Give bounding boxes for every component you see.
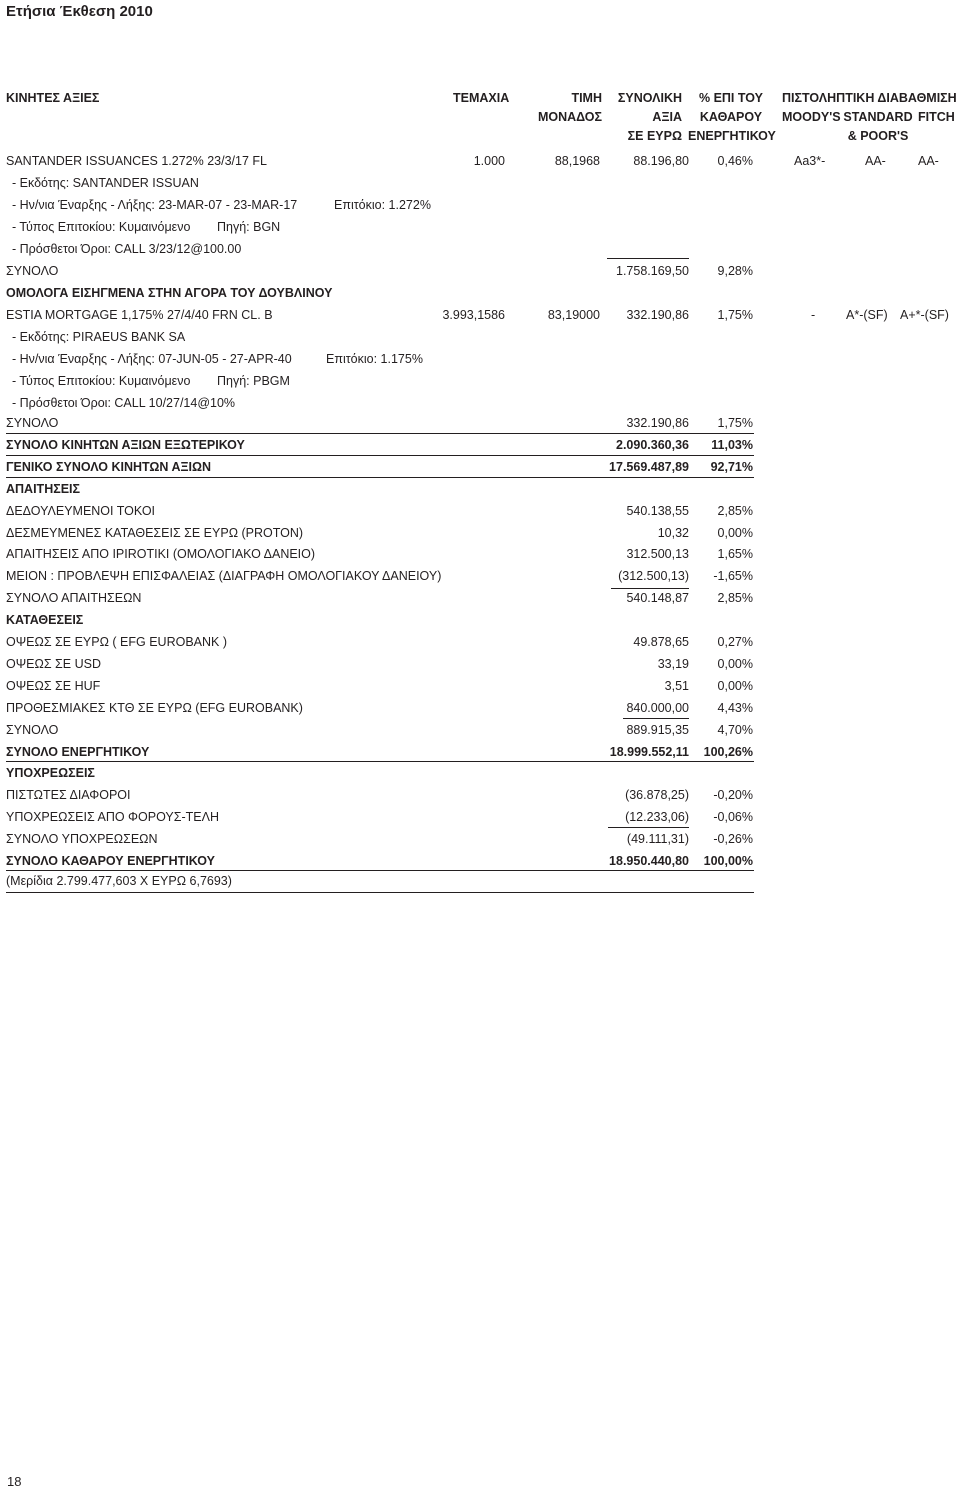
summary-row-pct: 2,85% [717,504,753,518]
summary-row-value: 2.090.360,36 [616,438,689,452]
security-name-santander: SANTANDER ISSUANCES 1.272% 23/3/17 FL [6,154,267,168]
summary-row-value: 540.148,87 [626,591,689,605]
column-header-fitch: FITCH [918,110,955,124]
security-name-estia: ESTIA MORTGAGE 1,175% 27/4/40 FRN CL. B [6,308,273,322]
summary-row-pct: 0,00% [717,679,753,693]
estia-dates: - Ην/νια Έναρξης - Λήξης: 07-JUN-05 - 27-APR-40 [12,352,292,366]
summary-row-label: ΟΨΕΩΣ ΣΕ USD [6,657,101,671]
summary-row-value: 840.000,00 [626,701,689,715]
summary-row-value: 540.138,55 [626,504,689,518]
summary-row-label: ΟΨΕΩΣ ΣΕ HUF [6,679,101,693]
summary-row-pct: -0,26% [713,832,753,846]
santander-terms: - Πρόσθετοι Όροι: CALL 3/23/12@100.00 [12,242,242,256]
rule-total-line [6,870,754,871]
estia-issuer: - Εκδότης: PIRAEUS BANK SA [12,330,186,344]
summary-row-label: ΜΕΙΟΝ : ΠΡΟΒΛΕΨΗ ΕΠΙΣΦΑΛΕΙΑΣ (ΔΙΑΓΡΑΦΗ ΟΜΟΛΟΓΙΑΚΟΥ ΔΑΝΕΙΟΥ) [6,569,442,583]
subtotal-pct: 9,28% [717,264,753,278]
santander-pct: 0,46% [717,154,753,168]
column-header-sp-line2: & POOR'S [847,129,909,143]
summary-row-label: ΣΥΝΟΛΟ [6,723,59,737]
rule-total-line [6,892,754,893]
summary-row-value: 17.569.487,89 [609,460,689,474]
column-header-moodys: MOODY'S [782,110,841,124]
summary-row-pct: 2,85% [717,591,753,605]
column-header-total-value-line3: ΣΕ ΕΥΡΩ [627,129,682,143]
column-header-pct-line1: % ΕΠΙ ΤΟΥ [698,91,764,105]
summary-row-pct: 100,26% [703,745,753,759]
subtotal-underline [623,718,689,719]
summary-row-pct: 4,70% [717,723,753,737]
subtotal-underline [608,827,689,828]
santander-dates: - Ην/νια Έναρξης - Λήξης: 23-MAR-07 - 23-MAR-17 [12,198,298,212]
rule-total-line [6,477,754,478]
summary-row-value: 3,51 [664,679,689,693]
column-header-pct-line3: ΕΝΕΡΓΗΤΙΚΟΥ [688,129,776,143]
summary-row-value: 18.950.440,80 [609,854,689,868]
summary-row-value: (49.111,31) [626,832,689,846]
subtotal-label: ΣΥΝΟΛΟ [6,264,59,278]
estia-moodys: - [811,308,816,322]
santander-issuer: - Εκδότης: SANTANDER ISSUAN [12,176,199,190]
summary-row-label: ΔΕΔΟΥΛΕΥΜΕΝΟΙ ΤΟΚΟΙ [6,504,156,518]
column-header-unit-price-line1: ΤΙΜΗ [571,91,602,105]
subtotal-rule [607,258,689,259]
column-header-unit-price-line2: ΜΟΝΑΔΟΣ [537,110,602,124]
summary-row-pct: 11,03% [711,438,753,452]
estia-total-value: 332.190,86 [626,308,689,322]
estia-unit-price: 83,19000 [547,308,600,322]
summary-row-label: ΚΑΤΑΘΕΣΕΙΣ [6,613,84,627]
subtotal-underline [611,588,689,589]
santander-quantity: 1.000 [473,154,505,168]
estia-quantity: 3.993,1586 [442,308,505,322]
summary-row-pct: 0,00% [717,526,753,540]
santander-sp: AA- [865,154,886,168]
summary-row-pct: 1,65% [717,547,753,561]
summary-row-value: (12.233,06) [625,810,689,824]
section-heading-dublin: ΟΜΟΛΟΓΑ ΕΙΣΗΓΜΕΝΑ ΣΤΗΝ ΑΓΟΡΑ ΤΟΥ ΔΟΥΒΛΙΝΟΥ [6,286,333,300]
column-header-total-value-line1: ΣΥΝΟΛΙΚΗ [617,91,682,105]
santander-source: Πηγή: BGN [217,220,281,234]
summary-row-value: 889.915,35 [626,723,689,737]
summary-row-pct: 0,27% [717,635,753,649]
subtotal-value: 1.758.169,50 [616,264,689,278]
summary-row-label: ΣΥΝΟΛΟ ΑΠΑΙΤΗΣΕΩΝ [6,591,142,605]
summary-row-label: ΥΠΟΧΡΕΩΣΕΙΣ ΑΠΟ ΦΟΡΟΥΣ-ΤΕΛΗ [6,810,219,824]
section-heading-securities: ΚΙΝΗΤΕΣ ΑΞΙΕΣ [6,91,100,105]
summary-row-pct: 0,00% [717,657,753,671]
document-title: Ετήσια Έκθεση 2010 [6,3,153,20]
summary-row-value: 49.878,65 [633,635,689,649]
estia-coupon: Επιτόκιο: 1.175% [326,352,423,366]
summary-row-pct: -0,06% [713,810,753,824]
summary-row-pct: 4,43% [717,701,753,715]
summary-row-label: ΟΨΕΩΣ ΣΕ ΕΥΡΩ ( EFG EUROBANK ) [6,635,228,649]
summary-row-label: ΣΥΝΟΛΟ ΥΠΟΧΡΕΩΣΕΩΝ [6,832,158,846]
summary-row-value: 332.190,86 [626,416,689,430]
column-header-sp-line1: STANDARD [843,110,913,124]
summary-row-label: ΔΕΣΜΕΥΜΕΝΕΣ ΚΑΤΑΘΕΣΕΙΣ ΣΕ ΕΥΡΩ (PROTON) [6,526,304,540]
summary-row-value: (36.878,25) [625,788,689,802]
estia-source: Πηγή: PBGM [217,374,290,388]
summary-row-pct: 1,75% [717,416,753,430]
santander-rate-type: - Τύπος Επιτοκίου: Κυμαινόμενο [12,220,191,234]
summary-row-label: ΓΕΝΙΚΟ ΣΥΝΟΛΟ ΚΙΝΗΤΩΝ ΑΞΙΩΝ [6,460,212,474]
santander-fitch: AA- [918,154,939,168]
summary-row-value: 10,32 [657,526,689,540]
summary-row-label: ΠΙΣΤΩΤΕΣ ΔΙΑΦΟΡΟΙ [6,788,131,802]
summary-row-label: ΥΠΟΧΡΕΩΣΕΙΣ [6,766,95,780]
summary-row-label: ΣΥΝΟΛΟ [6,416,59,430]
summary-row-label: ΠΡΟΘΕΣΜΙΑΚΕΣ ΚΤΘ ΣΕ ΕΥΡΩ (EFG EUROBANK) [6,701,303,715]
summary-row-pct: 92,71% [710,460,753,474]
column-header-pct-line2: ΚΑΘΑΡΟΥ [699,110,763,124]
santander-coupon: Επιτόκιο: 1.272% [334,198,431,212]
santander-moodys: Aa3*- [794,154,826,168]
estia-fitch: A+*-(SF) [900,308,949,322]
summary-row-pct: -0,20% [713,788,753,802]
summary-row-value: (312.500,13) [618,569,689,583]
santander-unit-price: 88,1968 [554,154,600,168]
santander-total-value: 88.196,80 [633,154,689,168]
page-number: 18 [7,1474,22,1489]
summary-row-label: ΣΥΝΟΛΟ ΚΑΘΑΡΟΥ ΕΝΕΡΓΗΤΙΚΟΥ [6,854,215,868]
summary-row-pct: -1,65% [713,569,753,583]
estia-rate-type: - Τύπος Επιτοκίου: Κυμαινόμενο [12,374,191,388]
estia-pct: 1,75% [717,308,753,322]
estia-sp: A*-(SF) [846,308,888,322]
summary-row-label: ΣΥΝΟΛΟ ΕΝΕΡΓΗΤΙΚΟΥ [6,745,150,759]
summary-row-pct: 100,00% [703,854,753,868]
summary-row-label: ΑΠΑΙΤΗΣΕΙΣ ΑΠΟ IPIROTIKI (ΟΜΟΛΟΓΙΑΚΟ ΔΑΝΕΙΟ) [6,547,316,561]
summary-row-value: 312.500,13 [626,547,689,561]
shares-note: (Μερίδια 2.799.477,603 Χ ΕΥΡΩ 6,7693) [6,874,232,888]
estia-terms: - Πρόσθετοι Όροι: CALL 10/27/14@10% [12,396,236,410]
summary-row-value: 18.999.552,11 [609,745,689,759]
column-header-credit-rating: ΠΙΣΤΟΛΗΠΤΙΚΗ ΔΙΑΒΑΘΜΙΣΗ [782,91,957,105]
column-header-quantity: ΤΕΜΑΧΙΑ [453,91,510,105]
rule-total-line [6,761,754,762]
rule-total-line [6,455,754,456]
summary-row-label: ΑΠΑΙΤΗΣΕΙΣ [6,482,81,496]
summary-row-label: ΣΥΝΟΛΟ ΚΙΝΗΤΩΝ ΑΞΙΩΝ ΕΞΩΤΕΡΙΚΟΥ [6,438,245,452]
column-header-total-value-line2: ΑΞΙΑ [652,110,682,124]
summary-row-value: 33,19 [657,657,689,671]
rule-total-line [6,433,754,434]
